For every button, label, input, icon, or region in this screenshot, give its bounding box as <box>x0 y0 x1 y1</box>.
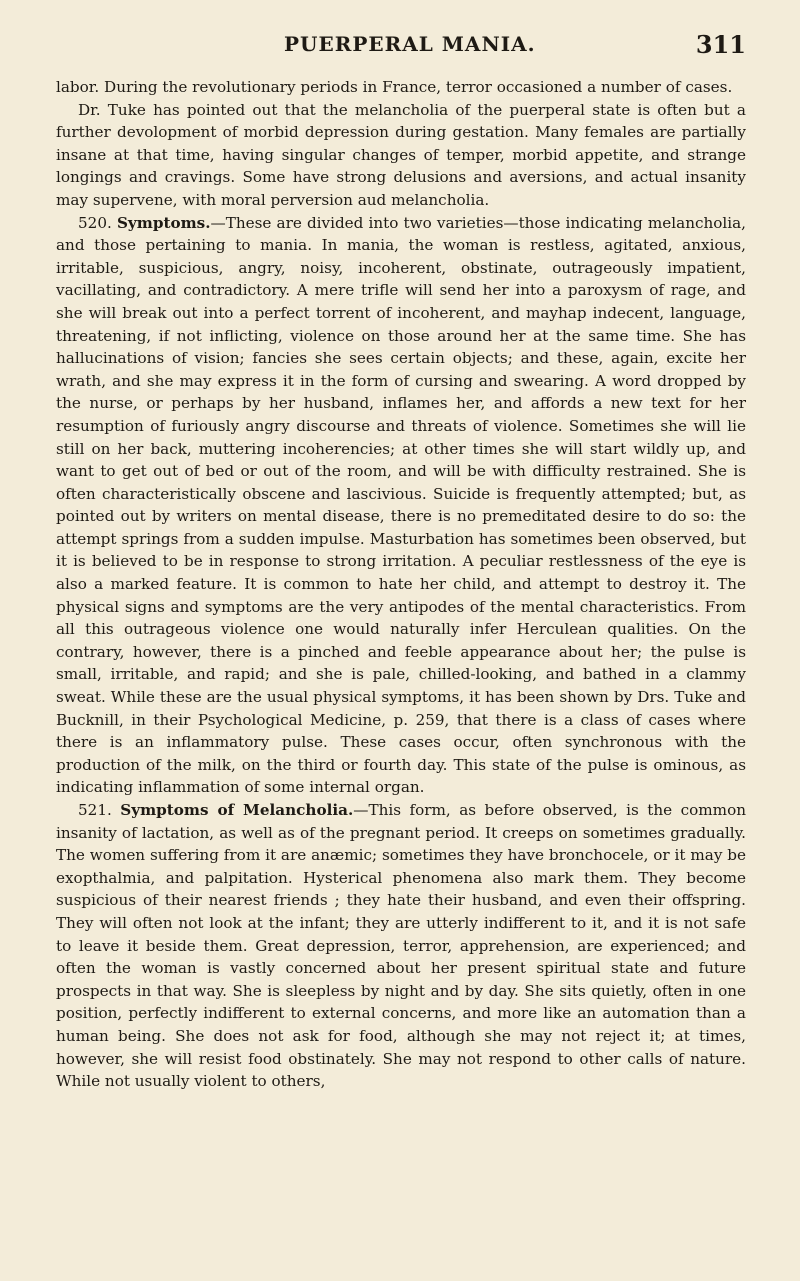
paragraph-text: —These are divided into two varieties—those indicating melancholia, and those pertaining to mania. In mania, the woman is restless, agitated, anxious, irritable, suspicious, angry, noisy, incoherent, obstinate, outrageously impatient, vacillating, and contradictory. A mere trifle will send her into a paroxysm of rage, and she will break out into a perfect torrent of incoherent, and mayhap indecent, language, threatening, if not inflicting, violence on those around her at the same time. She has hallucinations of vision; fancies she sees certain objects; and these, again, excite her wrath, and she may express it in the form of cursing and swearing. A word dropped by the nurse, or perhaps by her husband, inflames her, and affords a new text for her resumption of furiously angry discourse and threats of violence. Sometimes she will lie still on her back, muttering incoherencies; at other times she will start wildly up, and want to get out of bed or out of the room, and will be with difficulty restrained. She is often characteristically obscene and lascivious. Suicide is frequently attempted; but, as pointed out by writers on mental disease, there is no premeditated desire to do so: the attempt springs from a sudden impulse. Masturbation has sometimes been observed, but it is believed to be in response to strong irritation. A peculiar restlessness of the eye is also a marked feature. It is common to hate her child, and attempt to destroy it. The physical signs and symptoms are the very antipodes of the mental characteristics. From all this outrageous violence one would naturally infer Herculean qualities. On the contrary, however, there is a pinched and feeble appearance about her; the pulse is small, irritable, and rapid; and she is pale, chilled-looking, and bathed in a clammy sweat. While these are the usual physical symptoms, it has been shown by Drs. Tuke and Bucknill, in their Psychological Medicine, p. 259, that there is a class of cases where there is an inflammatory pulse. These cases occur, often synchronous with the production of the milk, on the third or fourth day. This state of the pulse is ominous, as indicating inflammation of some internal organ. <box>56 213 747 797</box>
section-number: 521. <box>78 801 112 819</box>
book-page <box>56 32 746 1093</box>
paragraph-tuke <box>56 99 746 212</box>
paragraph-text: labor. During the revolutionary periods in France, terror occasioned a number of cases. <box>56 78 733 96</box>
paragraph-text: Dr. Tuke has pointed out that the melancholia of the puerperal state is often but a further devolopment of morbid depression during gestation. Many females are partially insane at that time, having singular changes of temper, morbid appetite, and strange longings and cravings. Some have strong delusions and aversions, and actual insanity may supervene, with moral perversion aud melancholia. <box>56 100 746 209</box>
section-heading: Symptoms of Melancholia. <box>120 801 354 819</box>
page-header <box>56 32 746 76</box>
paragraph-continuation <box>56 76 746 99</box>
running-title: PUERPERAL MANIA. <box>284 32 536 56</box>
paragraph-521-melancholia <box>56 799 746 1093</box>
paragraph-text: —This form, as before observed, is the common insanity of lactation, as well as of the pregnant period. It creeps on sometimes gradually. The women suffering from it are anæmic; sometimes they have bronchocele, or it may be exopthalmia, and palpitation. Hysterical phenomena also mark them. They become suspicious of their nearest friends ; they hate their husband, and even their offspring. They will often not look at the infant; they are utterly indifferent to it, and it is not safe to leave it beside them. Great depression, terror, apprehension, are experienced; and often the woman is vastly concerned about her present spiritual state and future prospects in that way. She is sleepless by night and by day. She sits quietly, often in one position, perfectly indifferent to external concerns, and more like an automation than a human being. She does not ask for food, although she may not reject it; at times, however, she will resist food obstinately. She may not respond to other calls of nature. While not usually violent to others, <box>56 801 747 1091</box>
section-heading: Symptoms. <box>116 213 211 232</box>
section-number: 520. <box>78 213 112 232</box>
page-number: 311 <box>695 30 746 59</box>
paragraph-520-symptoms <box>56 212 746 799</box>
